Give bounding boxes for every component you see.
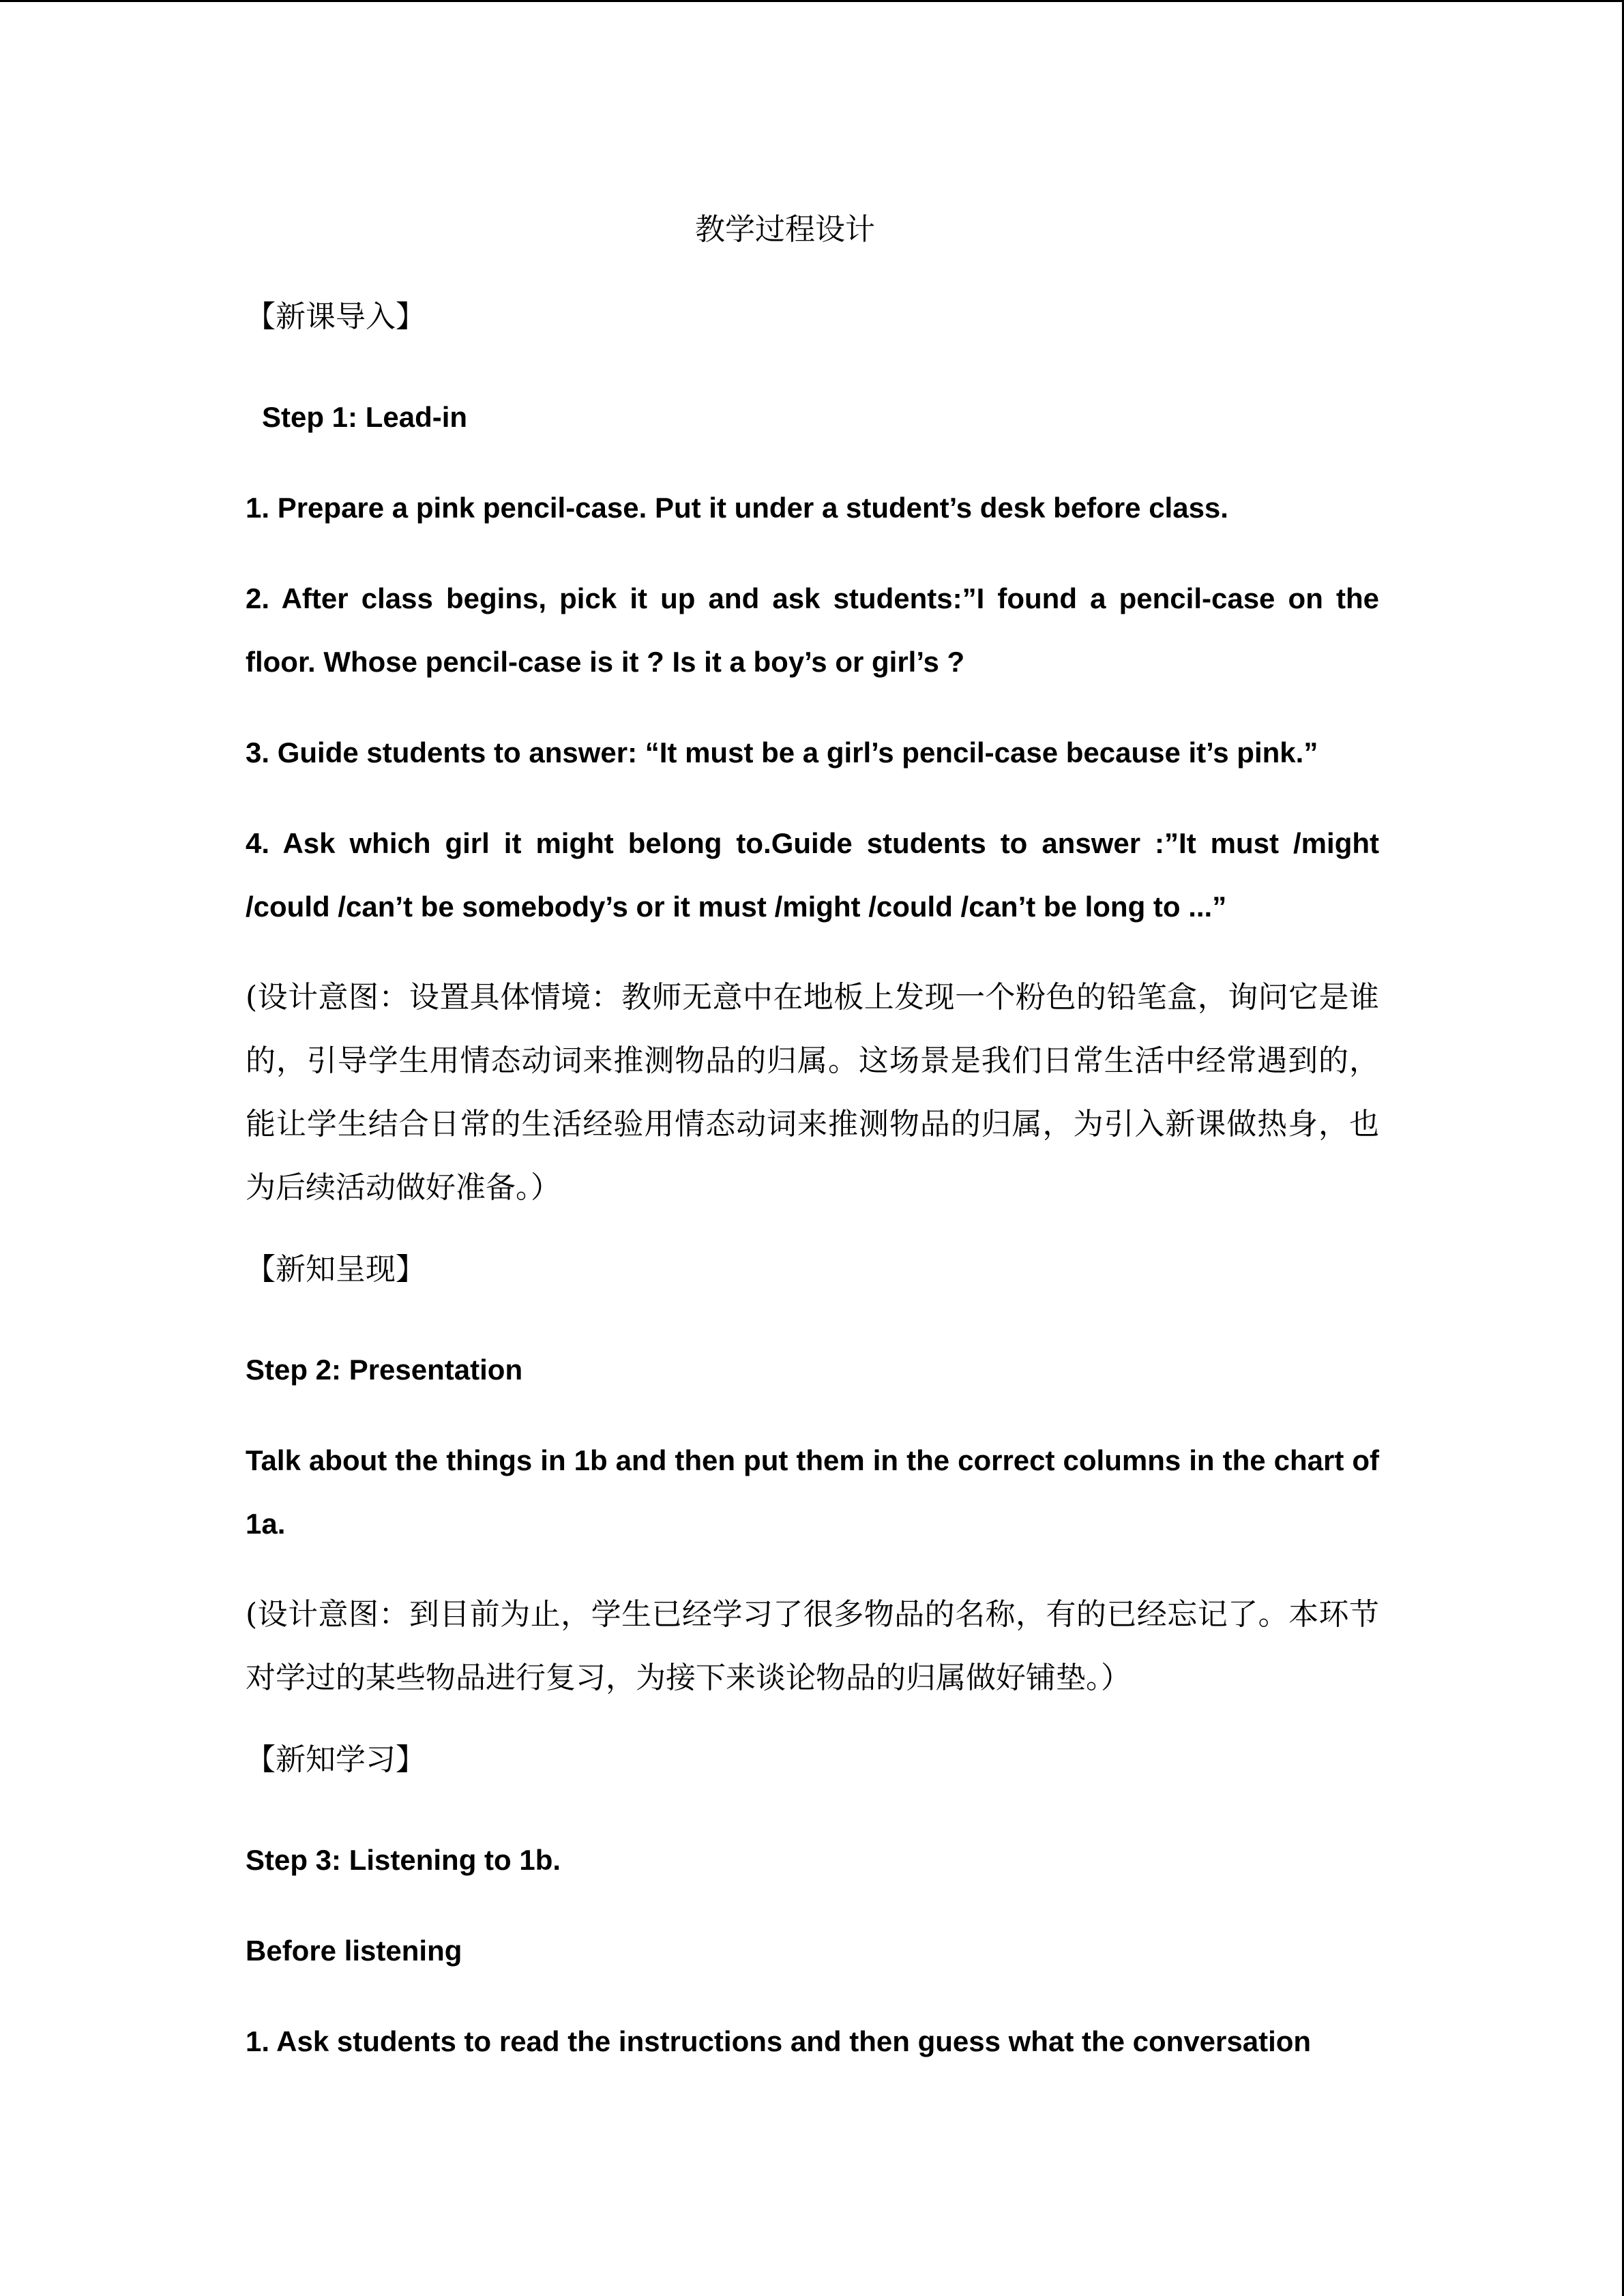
step2-text: Talk about the things in 1b and then put them in the correct columns in the chart of 1a. [246, 1444, 1379, 1540]
step3-item-1: 1. Ask students to read the instructions and then guess what the conversation [246, 2025, 1312, 2057]
step3-title: Step 3: Listening to 1b. [246, 1844, 561, 1876]
step2-design-intent: (设计意图：到目前为止，学生已经学习了很多物品的名称，有的已经忘记了。本环节对学过的某些物品进行复习，为接下来谈论物品的归属做好铺垫。） [246, 1597, 1379, 1695]
section-heading-presentation: 【新知呈现】 [246, 1252, 426, 1287]
step1-item-4: 4. Ask which girl it might belong to.Guide students to answer :”It must /might /could /can’t be somebody’s or it must /might /could /can’t be long to ...” [246, 827, 1379, 923]
step2-title: Step 2: Presentation [246, 1354, 523, 1386]
document-body [246, 207, 1379, 2100]
document-title: 教学过程设计 [695, 212, 875, 247]
step1-design-intent: (设计意图：设置具体情境：教师无意中在地板上发现一个粉色的铅笔盒，询问它是谁的，引导学生用情态动词来推测物品的归属。这场景是我们日常生活中经常遇到的，能让学生结合日常的生活经验用情态动词来推测物品的归属，为引入新课做热身，也为后续活动做好准备。） [246, 980, 1379, 1205]
step1-item-1: 1. Prepare a pink pencil-case. Put it under a student’s desk before class. [246, 492, 1228, 524]
section-heading-learning: 【新知学习】 [246, 1742, 426, 1777]
step1-title: Step 1: Lead-in [262, 401, 468, 433]
step1-item-3: 3. Guide students to answer: “It must be a girl’s pencil-case because it’s pink.” [246, 736, 1318, 769]
before-listening-label: Before listening [246, 1935, 462, 1967]
step1-item-2: 2. After class begins, pick it up and ask students:”I found a pencil-case on the floor. Whose pencil-case is it ? Is it a boy’s or girl’s ? [246, 582, 1379, 678]
section-heading-intro: 【新课导入】 [246, 299, 426, 334]
